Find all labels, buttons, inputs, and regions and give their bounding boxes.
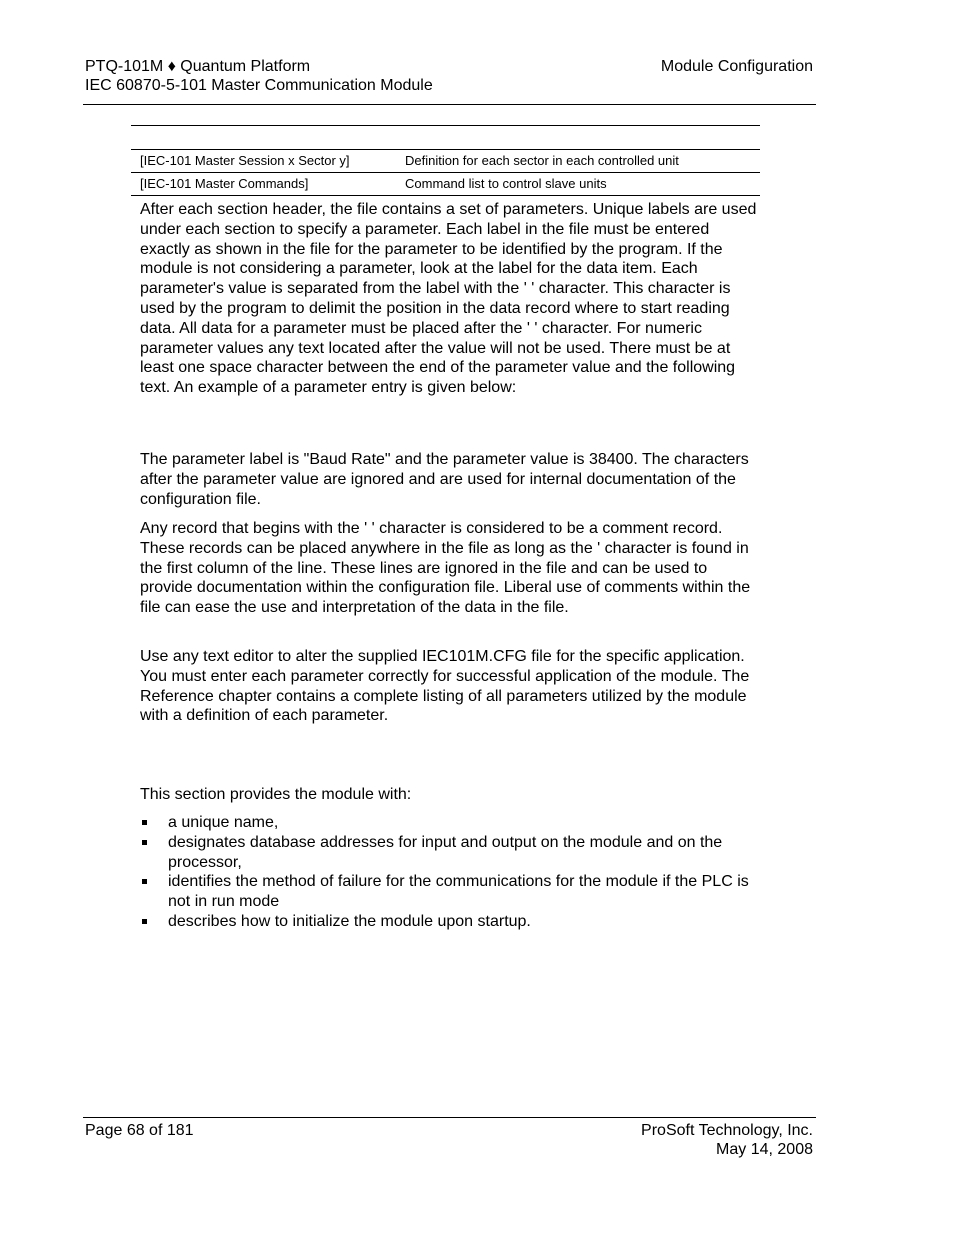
bullet-list bbox=[140, 813, 760, 932]
list-item-text: a unique name, bbox=[168, 814, 279, 831]
page-number: Page 68 of 181 bbox=[85, 1122, 194, 1139]
list-item bbox=[140, 833, 760, 873]
section-table bbox=[131, 125, 760, 196]
table-cell-section: [IEC-101 Master Commands] bbox=[140, 176, 309, 191]
bullet-square-icon bbox=[142, 879, 147, 884]
paragraph-text: Any record that begins with the ' ' character is considered to be a comment record. These records can be placed anywhere in the file as long as the ' character is found in the first column of the line. These lines are ignored in the file and can be used to provide documentation within the configuration file. Liberal use of comments within the file can ease the use and interpretation of the data in the file. bbox=[140, 520, 751, 617]
header-product-title: PTQ-101M ♦ Quantum Platform bbox=[85, 58, 311, 75]
paragraph-parameters bbox=[140, 200, 760, 398]
list-item-text: designates database addresses for input and output on the module and on the processor, bbox=[168, 833, 723, 871]
paragraph-comments bbox=[140, 519, 760, 618]
list-item-text: identifies the method of failure for the communications for the module if the PLC is not in run mode bbox=[168, 873, 749, 911]
header-product-subtitle: IEC 60870-5-101 Master Communication Module bbox=[85, 77, 433, 94]
bullet-square-icon bbox=[142, 919, 147, 924]
list-item-text: describes how to initialize the module upon startup. bbox=[168, 912, 531, 930]
footer-divider bbox=[83, 1117, 816, 1118]
header-chapter-title: Module Configuration bbox=[660, 58, 813, 75]
table-row bbox=[131, 172, 760, 196]
table-row bbox=[131, 149, 760, 172]
table-cell-section: [IEC-101 Master Session x Sector y] bbox=[140, 153, 350, 168]
paragraph-text: After each section header, the file contains a set of parameters. Unique labels are used under each section to specify a parameter. Each label in the file must be entered exactly as shown in the file for the parameter to be identified by the program. If the module is not considering a parameter, look at the label for the data item. Each parameter's value is separated from the label with the ' ' character. This character is used by the program to delimit the position in the data record where to start reading data. All data for a parameter must be placed after the ' ' character. For numeric parameter values any text located after the value will not be used. There must be at least one space character between the end of the parameter value and the following text. An example of a parameter entry is given below: bbox=[140, 201, 757, 397]
list-item bbox=[140, 872, 760, 912]
header-divider bbox=[83, 104, 816, 105]
paragraph-text: Use any text editor to alter the supplied IEC101M.CFG file for the specific application. You must enter each parameter correctly for successful application of the module. The Reference chapter contains a complete listing of all parameters utilized by the module with a definition of each parameter. bbox=[140, 648, 750, 725]
table-cell-description: Definition for each sector in each controlled unit bbox=[405, 153, 679, 168]
footer-company: ProSoft Technology, Inc. bbox=[641, 1122, 813, 1139]
paragraph-baud-rate bbox=[140, 450, 760, 509]
footer-date: May 14, 2008 bbox=[716, 1141, 813, 1158]
page-footer-right bbox=[641, 1121, 813, 1159]
list-item bbox=[140, 912, 760, 932]
bullet-square-icon bbox=[142, 820, 147, 825]
table-header-row bbox=[131, 126, 760, 149]
paragraph-text: This section provides the module with: bbox=[140, 786, 412, 803]
page-header-left bbox=[85, 57, 433, 95]
list-item bbox=[140, 813, 760, 833]
paragraph-text: The parameter label is "Baud Rate" and the parameter value is 38400. The characters after the parameter value are ignored and are used for internal documentation of the configuration file. bbox=[140, 451, 749, 508]
bullet-square-icon bbox=[142, 840, 147, 845]
paragraph-section-intro bbox=[140, 785, 760, 805]
paragraph-text-editor bbox=[140, 647, 760, 726]
table-cell-description: Command list to control slave units bbox=[405, 176, 607, 191]
